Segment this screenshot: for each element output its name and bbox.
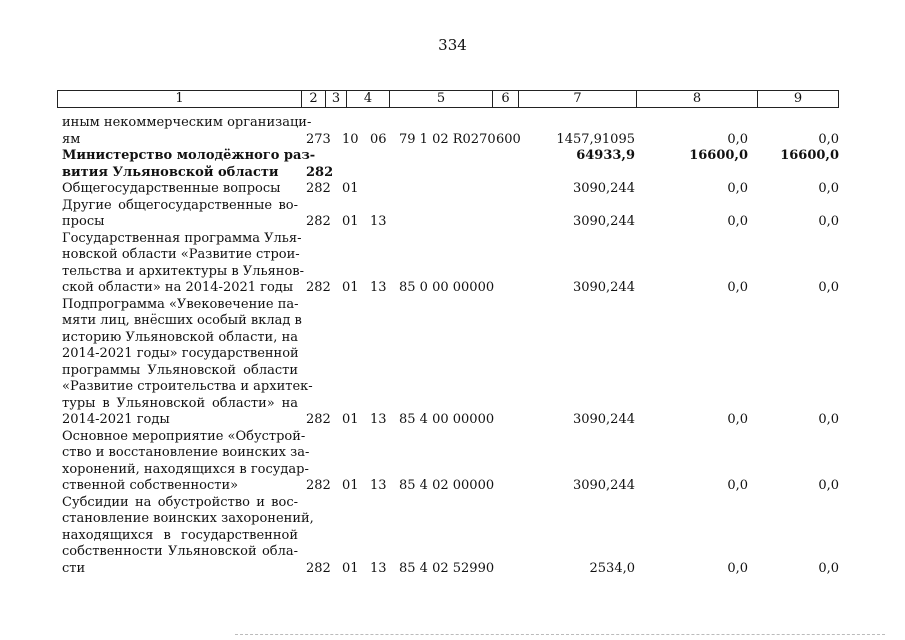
row-name [62, 115, 312, 148]
header-col-3: 3 [326, 91, 347, 107]
cell-c9: 0,0 [818, 280, 839, 295]
header-col-7: 7 [519, 91, 637, 107]
cell-c7: 3090,244 [572, 214, 635, 229]
row-name-line: историю Ульяновской области, на [62, 329, 298, 345]
cell-c3: 01 [342, 181, 359, 196]
cell-c3: 01 [342, 214, 359, 229]
row-name-line: Другие общегосударственные во- [62, 197, 298, 213]
table-row [0, 181, 905, 198]
row-name-line: Подпрограмма «Увековечение па- [62, 296, 299, 312]
header-col-5: 5 [390, 91, 493, 107]
cell-c9: 0,0 [818, 412, 839, 427]
cell-c7: 2534,0 [589, 560, 635, 576]
row-name-line: находящихся в государственной [62, 527, 298, 543]
cell-c7: 64933,9 [576, 148, 635, 163]
row-name-line: Общегосударственные вопросы [62, 181, 281, 196]
cell-c9: 0,0 [818, 478, 839, 493]
cell-c2: 282 [306, 164, 334, 180]
row-name [62, 198, 298, 231]
cell-c9: 16600,0 [780, 148, 839, 163]
cell-c3: 01 [342, 560, 359, 576]
row-name-line: ской области» на 2014-2021 годы [62, 280, 294, 295]
cell-c9: 0,0 [818, 560, 839, 576]
row-name-line: программы Ульяновской области [62, 362, 298, 378]
cell-c3: 01 [342, 478, 359, 493]
cell-c2: 282 [306, 412, 331, 427]
cell-c4: 06 [370, 131, 387, 147]
row-name-line: собственности Ульяновской обла- [62, 544, 298, 559]
row-name-line: Государственная программа Улья- [62, 230, 302, 246]
cell-c9: 0,0 [818, 214, 839, 229]
cell-c8: 0,0 [727, 478, 748, 493]
cell-c9: 0,0 [818, 181, 839, 196]
row-name-line: мяти лиц, внёсших особый вклад в [62, 313, 302, 328]
row-name-line: туры в Ульяновской области» на [62, 395, 298, 411]
cell-c8: 0,0 [727, 560, 748, 576]
row-name-line: Субсидии на обустройство и вос- [62, 494, 298, 510]
cell-c8: 0,0 [727, 280, 748, 295]
cell-c8: 0,0 [727, 412, 748, 427]
row-name [62, 428, 310, 495]
cell-c3: 01 [342, 412, 359, 427]
table-row [0, 429, 905, 495]
page-bottom-rule [235, 634, 885, 636]
cell-c4: 13 [370, 412, 387, 427]
table-row [0, 198, 905, 231]
row-name-line: тельства и архитектуры в Ульянов- [62, 263, 304, 279]
row-name-line: ственной собственности» [62, 478, 239, 493]
cell-c2: 282 [306, 280, 331, 295]
table-row [0, 231, 905, 297]
cell-c7: 3090,244 [572, 280, 635, 295]
cell-c8: 16600,0 [689, 148, 748, 163]
cell-c8: 0,0 [727, 214, 748, 229]
cell-c5: 79 1 02 R0270 [399, 131, 496, 147]
cell-c2: 273 [306, 131, 331, 147]
row-name [62, 494, 314, 578]
cell-c7: 3090,244 [572, 412, 635, 427]
cell-c7: 3090,244 [572, 181, 635, 196]
row-name-line: ям [62, 131, 81, 147]
cell-c3: 10 [342, 131, 359, 147]
table-row [0, 148, 905, 181]
row-name-line: новской области «Развитие строи- [62, 247, 300, 262]
header-col-2: 2 [302, 91, 326, 107]
cell-c4: 13 [370, 560, 387, 576]
row-name-line: 2014-2021 годы [62, 412, 170, 427]
cell-c5: 85 4 02 00000 [399, 478, 495, 493]
cell-c2: 282 [306, 214, 331, 229]
cell-c4: 13 [370, 478, 387, 493]
row-name-line: 2014-2021 годы» государственной [62, 346, 299, 361]
cell-c5: 85 0 00 00000 [399, 280, 495, 295]
table-row [0, 115, 905, 148]
header-col-1: 1 [58, 91, 302, 107]
cell-c7: 3090,244 [572, 478, 635, 493]
cell-c7: 1457,91095 [556, 131, 635, 147]
row-name [62, 296, 313, 429]
cell-c3: 01 [342, 280, 359, 295]
row-name-line: хоронений, находящихся в государ- [62, 461, 309, 477]
row-name-line: Основное мероприятие «Обустрой- [62, 428, 306, 444]
cell-c2: 282 [306, 478, 331, 493]
table-header [57, 90, 839, 108]
row-name-line: «Развитие строительства и архитек- [62, 379, 313, 394]
cell-c5: 85 4 02 52990 [399, 560, 495, 576]
row-name [62, 230, 304, 297]
row-name-line: просы [62, 214, 105, 229]
table-row [0, 297, 905, 429]
header-col-9: 9 [793, 91, 803, 106]
page-number: 334 [438, 36, 467, 54]
cell-c4: 13 [370, 280, 387, 295]
cell-c6: 600 [496, 131, 521, 147]
row-name [62, 148, 316, 181]
row-name-line: становление воинских захоронений, [62, 511, 314, 526]
row-name [62, 181, 298, 198]
cell-c5: 85 4 00 00000 [399, 412, 495, 427]
table-row [0, 495, 905, 578]
header-col-6: 6 [493, 91, 519, 107]
header-col-4: 4 [347, 91, 390, 107]
cell-c4: 13 [370, 214, 387, 229]
row-name-line: сти [62, 560, 86, 576]
cell-c9: 0,0 [818, 131, 839, 147]
row-name-line: вития Ульяновской области [62, 164, 279, 180]
row-name-line: иным некоммерческим организаци- [62, 115, 312, 130]
cell-c2: 282 [306, 181, 331, 196]
row-name-line: Министерство молодёжного раз- [62, 148, 316, 163]
header-col-8: 8 [637, 91, 758, 107]
cell-c8: 0,0 [727, 181, 748, 196]
row-name-line: ство и восстановление воинских за- [62, 445, 310, 460]
cell-c2: 282 [306, 560, 331, 576]
cell-c8: 0,0 [727, 131, 748, 147]
